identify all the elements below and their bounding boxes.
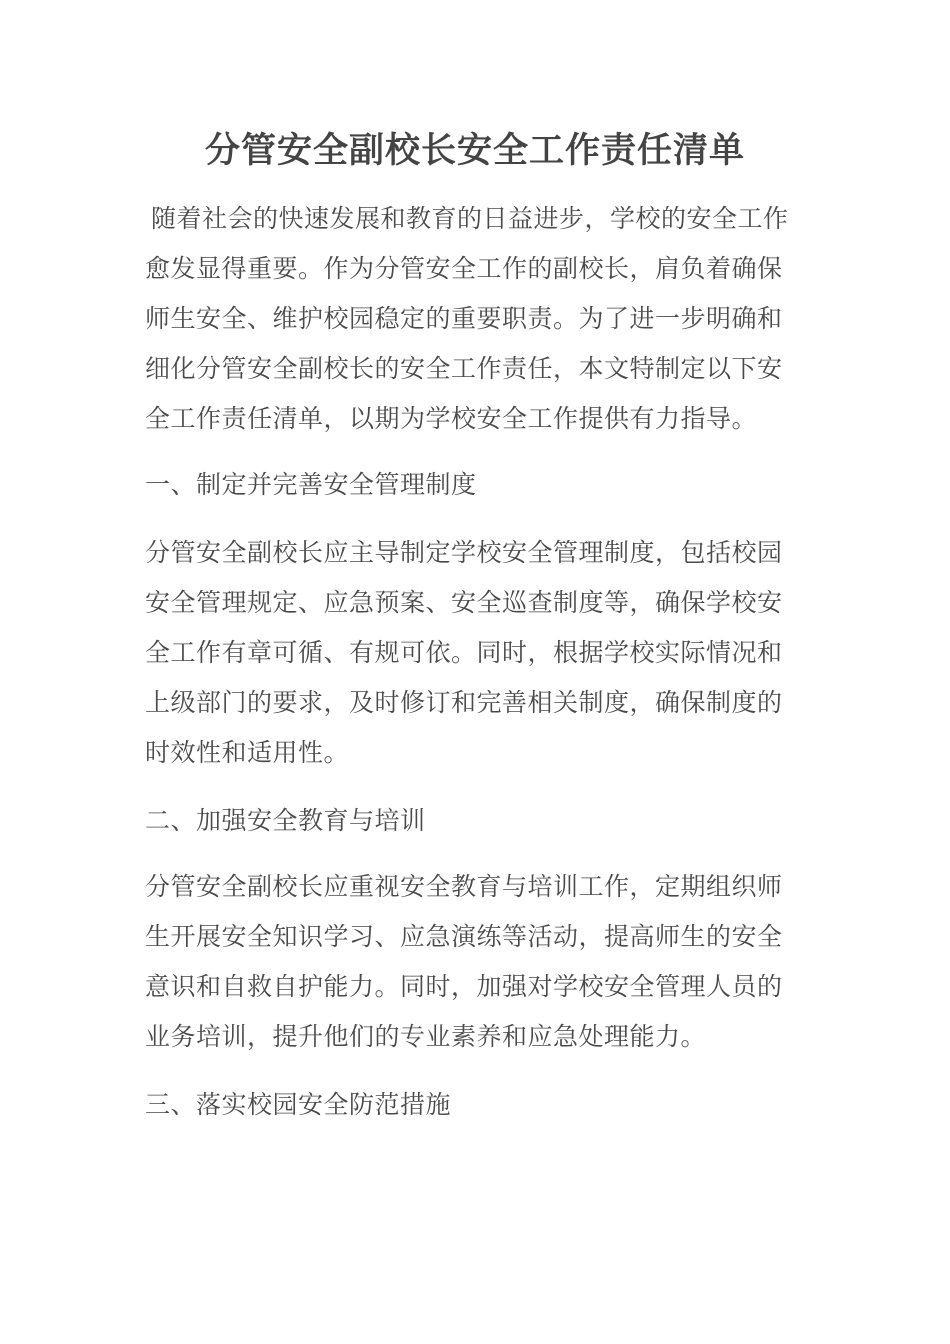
section-heading-3: 三、落实校园安全防范措施 [145, 1090, 452, 1119]
section-paragraph-1: 分管安全副校长应主导制定学校安全管理制度，包括校园安全管理规定、应急预案、安全巡查制度等，确保学校安全工作有章可循、有规可依。同时，根据学校实际情况和上级部门的要求，及时修订和完善相关制度，确保制度的时效性和适用性。 [145, 538, 783, 767]
section-paragraph-2: 分管安全副校长应重视安全教育与培训工作，定期组织师生开展安全知识学习、应急演练等活动，提高师生的安全意识和自救自护能力。同时，加强对学校安全管理人员的业务培训，提升他们的专业素养和应急处理能力。 [145, 872, 783, 1051]
intro-paragraph: 随着社会的快速发展和教育的日益进步，学校的安全工作愈发显得重要。作为分管安全工作的副校长，肩负着确保师生安全、维护校园稳定的重要职责。为了进一步明确和细化分管安全副校长的安全工作责任，本文特制定以下安全工作责任清单，以期为学校安全工作提供有力指导。 [145, 204, 789, 433]
document-title: 分管安全副校长安全工作责任清单 [204, 131, 745, 171]
section-heading-1: 一、制定并完善安全管理制度 [145, 470, 477, 499]
section-heading-2: 二、加强安全教育与培训 [145, 806, 426, 835]
